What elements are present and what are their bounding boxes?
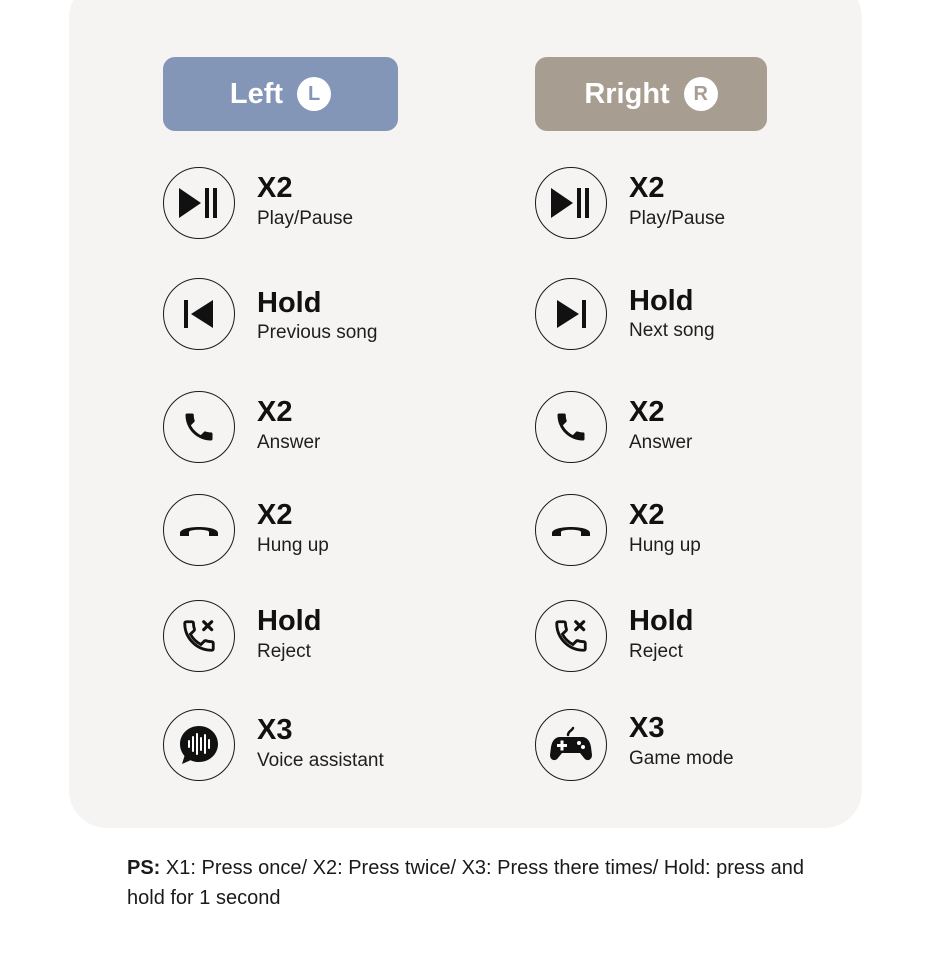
row-action: X2: [257, 172, 293, 204]
footnote-text: X1: Press once/ X2: Press twice/ X3: Press there times/ Hold: press and hold for 1 second: [127, 857, 804, 909]
row-description: Hung up: [629, 535, 701, 556]
row-description: Hung up: [257, 535, 329, 556]
phone-reject-icon: [535, 600, 607, 672]
row-action: Hold: [257, 605, 322, 637]
right-header-label: Rright: [584, 77, 670, 110]
left-earbud-header: [163, 57, 398, 131]
row-description: Play/Pause: [629, 208, 726, 229]
row-description: Answer: [257, 432, 321, 453]
row-action: Hold: [257, 287, 322, 319]
phone-reject-icon: [163, 600, 235, 672]
footnote: [127, 853, 827, 913]
row-description: Next song: [629, 320, 715, 341]
voice-assistant-icon: [163, 709, 235, 781]
next-track-icon: [535, 278, 607, 350]
row-action: X3: [629, 712, 665, 744]
row-description: Play/Pause: [257, 208, 354, 229]
play-pause-icon: [163, 167, 235, 239]
right-badge-icon: R: [684, 77, 718, 111]
row-action: X2: [629, 172, 665, 204]
row-description: Reject: [629, 641, 683, 662]
row-description: Answer: [629, 432, 693, 453]
previous-track-icon: [163, 278, 235, 350]
left-header-label: Left: [229, 77, 284, 110]
row-description: Game mode: [629, 748, 734, 769]
row-description: Voice assistant: [257, 750, 384, 771]
footnote-prefix: PS:: [127, 857, 161, 879]
phone-hangup-icon: [163, 494, 235, 566]
row-action: X2: [629, 499, 665, 531]
row-action: X2: [257, 396, 293, 428]
phone-hangup-icon: [535, 494, 607, 566]
phone-answer-icon: [163, 391, 235, 463]
row-action: Hold: [629, 285, 694, 317]
row-description: Previous song: [257, 322, 378, 343]
row-action: Hold: [629, 605, 694, 637]
row-action: X2: [257, 499, 293, 531]
row-action: X3: [257, 714, 293, 746]
play-pause-icon: [535, 167, 607, 239]
right-earbud-header: [535, 57, 767, 131]
gamepad-icon: [535, 709, 607, 781]
row-action: X2: [629, 396, 665, 428]
row-description: Reject: [257, 641, 311, 662]
phone-answer-icon: [535, 391, 607, 463]
left-badge-icon: L: [297, 77, 331, 111]
